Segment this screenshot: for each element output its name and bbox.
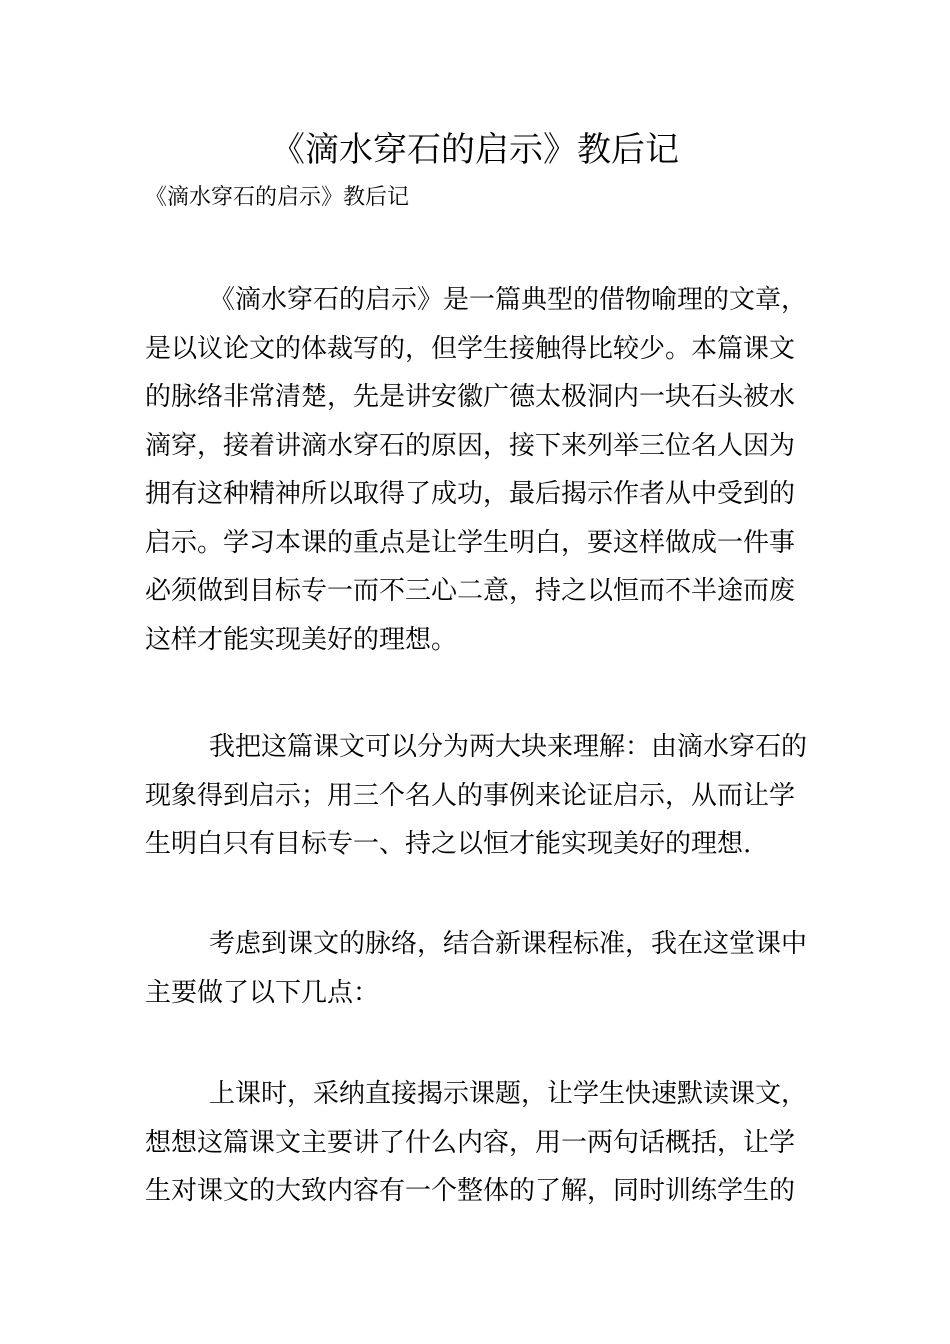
paragraph-line: 必须做到目标专一而不三心二意，持之以恒而不半途而废 <box>145 576 796 606</box>
paragraph-line: 主要做了以下几点： <box>145 977 380 1008</box>
paragraph-line: 现象得到启示；用三个名人的事例来论证启示，从而让学 <box>145 780 796 811</box>
paragraph-line: 是以议论文的体裁写的，但学生接触得比较少。本篇课文 <box>145 333 796 364</box>
paragraph-line: 生对课文的大致内容有一个整体的了解，同时训练学生的 <box>145 1176 796 1206</box>
body-paragraph-3 <box>145 920 810 1017</box>
paragraph-line: 考虑到课文的脉络，结合新课程标准，我在这堂课中 <box>209 929 808 959</box>
body-paragraph-1 <box>145 276 810 664</box>
paragraph-line: 我把这篇课文可以分为两大块来理解：由滴水穿石的 <box>209 732 808 762</box>
body-paragraph-4 <box>145 1070 810 1216</box>
paragraph-line: 想想这篇课文主要讲了什么内容，用一两句话概括，让学 <box>145 1127 796 1158</box>
paragraph-line: 滴穿，接着讲滴水穿石的原因，接下来列举三位名人因为 <box>145 430 796 461</box>
body-paragraph-2 <box>145 723 810 869</box>
paragraph-line: 的脉络非常清楚，先是讲安徽广德太极洞内一块石头被水 <box>145 382 796 412</box>
page-title: 《滴水穿石的启示》教后记 <box>271 130 679 170</box>
page-subtitle: 《滴水穿石的启示》教后记 <box>145 185 410 210</box>
paragraph-line: 《滴水穿石的启示》是一篇典型的借物喻理的文章， <box>209 285 808 315</box>
paragraph-line: 启示。学习本课的重点是让学生明白，要这样做成一件事 <box>145 527 796 558</box>
paragraph-line: 上课时，采纳直接揭示课题，让学生快速默读课文， <box>209 1079 808 1109</box>
paragraph-line: 拥有这种精神所以取得了成功，最后揭示作者从中受到的 <box>145 479 796 509</box>
paragraph-line: 这样才能实现美好的理想。 <box>145 624 458 655</box>
paragraph-line: 生明白只有目标专一、持之以恒才能实现美好的理想. <box>145 829 752 859</box>
